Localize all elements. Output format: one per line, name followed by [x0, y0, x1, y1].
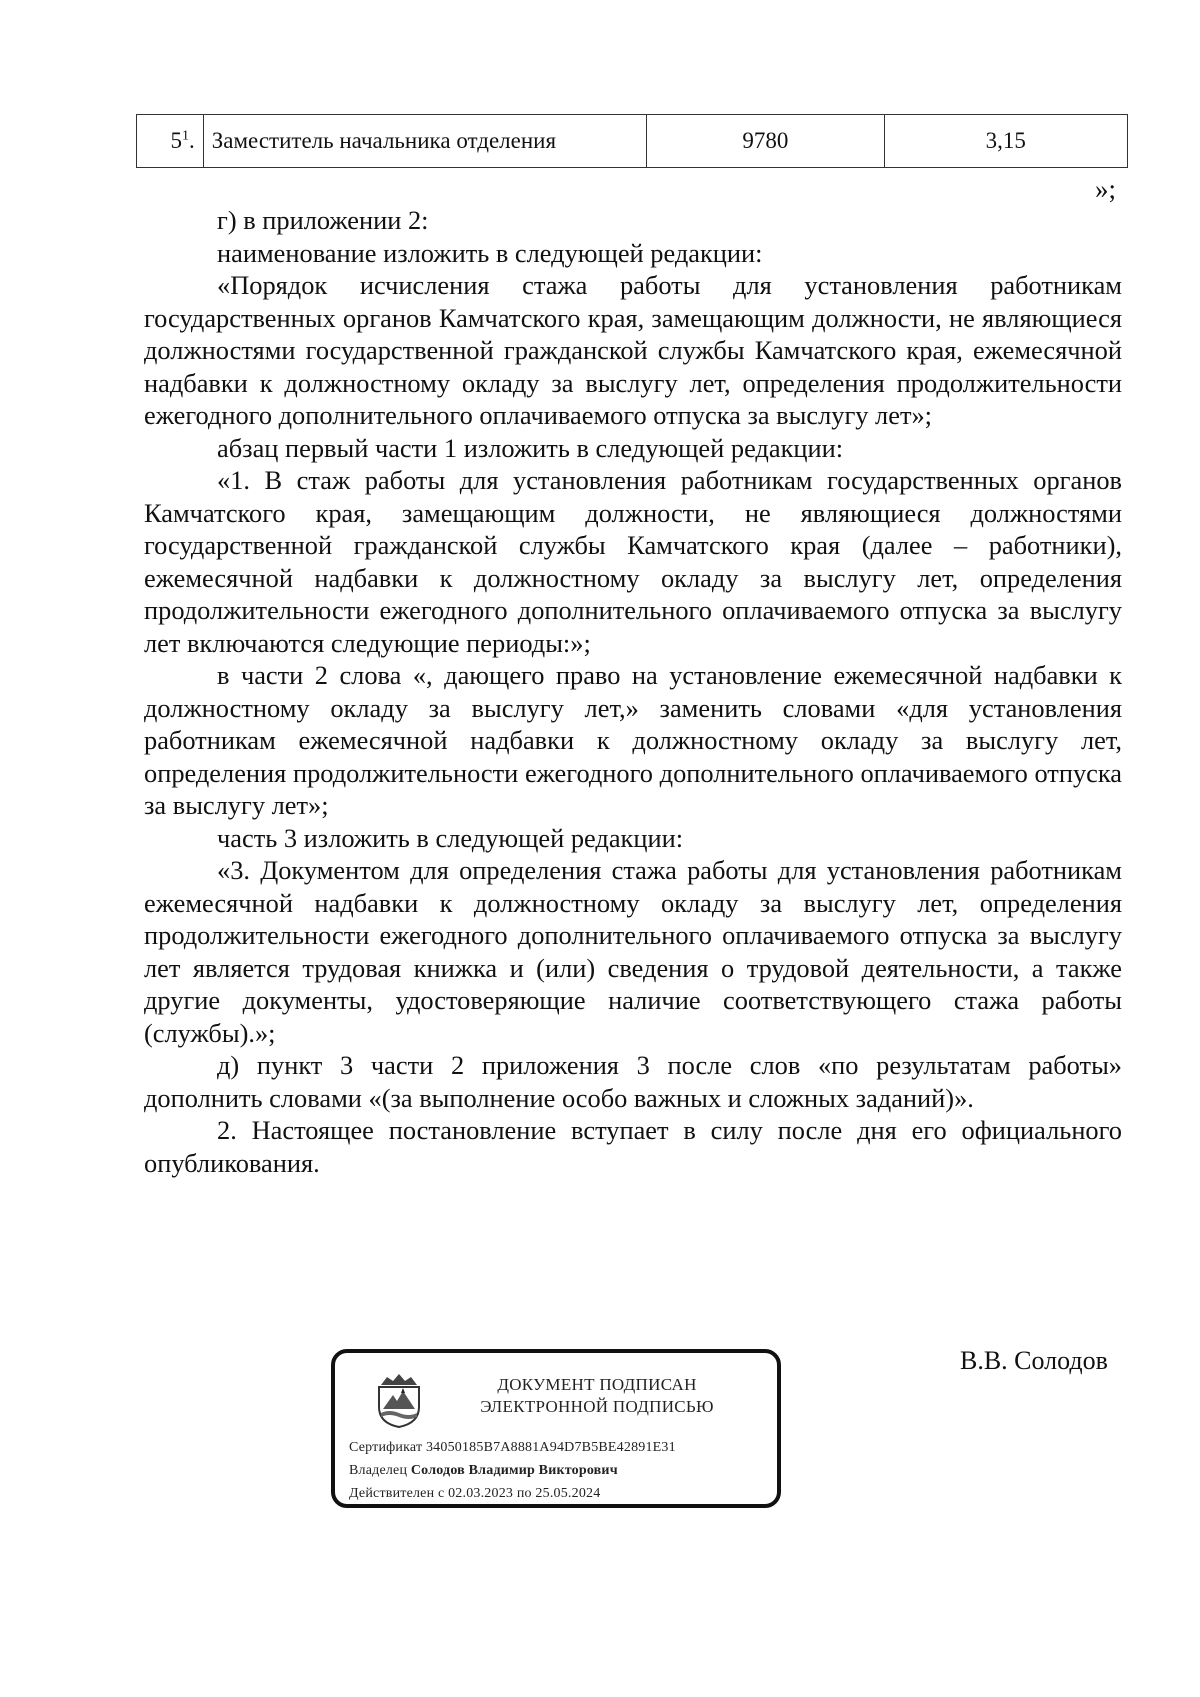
- paragraph: г) в приложении 2:: [217, 205, 429, 235]
- paragraph: «1. В стаж работы для установления работникам государственных органов Камчатского края, замещающим должности, не являющиеся должностями государственной гражданской службы Камчатского края (далее – работники), ежемесячной надбавки к должностному окладу за выслугу лет, определения продолжительности ежегодного дополнительного оплачиваемого отпуска за выслугу лет включаются следующие периоды:»;: [144, 465, 1122, 658]
- validity-to-date: 25.05.2024: [535, 1486, 601, 1501]
- validity-label-from: Действителен с: [349, 1486, 445, 1501]
- closing-quote: »;: [1095, 174, 1117, 204]
- coefficient-cell: 3,15: [884, 115, 1127, 168]
- paragraph: часть 3 изложить в следующей редакции:: [217, 822, 684, 853]
- paragraph: «Порядок исчисления стажа работы для установления работникам государственных органов Камчатского края, замещающим должности, не являющиеся должностями государственной гражданской службы Камчатского края, ежемесячной надбавки к должностному окладу за выслугу лет, определения продолжительности ежегодного дополнительного оплачиваемого отпуска за выслугу лет»;: [144, 270, 1122, 430]
- stamp-title-line2: ЭЛЕКТРОННОЙ ПОДПИСЬЮ: [480, 1397, 714, 1416]
- table-row: [137, 115, 1128, 168]
- certificate-label: Сертификат: [349, 1440, 423, 1455]
- row-number-superscript: 1: [182, 128, 190, 144]
- paragraph: в части 2 слова «, дающего право на установление ежемесячной надбавки к должностному окладу за выслугу лет,» заменить словами «для установления работникам ежемесячной надбавки к должностному окладу за выслугу лет, определения продолжительности ежегодного дополнительного оплачиваемого отпуска за выслугу лет»;: [144, 660, 1122, 820]
- row-number: 5: [170, 128, 183, 153]
- validity-label-to: по: [516, 1486, 532, 1501]
- certificate-value: 34050185B7A8881A94D7B5BE42891E31: [425, 1440, 676, 1455]
- paragraph: 2. Настоящее постановление вступает в силу после дня его официального опубликования.: [144, 1115, 1122, 1178]
- validity-from-date: 02.03.2023: [448, 1486, 514, 1501]
- signer-name: В.В. Солодов: [960, 1346, 1108, 1375]
- row-number-suffix: .: [189, 128, 195, 153]
- paragraph: наименование изложить в следующей редакции:: [217, 237, 763, 268]
- owner-label: Владелец: [349, 1463, 408, 1478]
- owner-value: Солодов Владимир Викторович: [410, 1463, 618, 1478]
- paragraph: «3. Документом для определения стажа работы для установления работникам ежемесячной надбавки к должностному окладу за выслугу лет, определения продолжительности ежегодного дополнительного оплачиваемого отпуска за выслугу лет является трудовая книжка и (или) сведения о трудовой деятельности, а также другие документы, удостоверяющие наличие соответствующего стажа работы (службы).»;: [144, 855, 1122, 1048]
- owner-line: [349, 1463, 618, 1479]
- validity-line: [349, 1486, 600, 1502]
- row-number-cell: [137, 115, 204, 168]
- position-cell: Заместитель начальника отделения: [203, 115, 646, 168]
- paragraph: д) пункт 3 части 2 приложения 3 после слов «по результатам работы» дополнить словами «(за выполнение особо важных и сложных заданий)».: [144, 1050, 1122, 1113]
- document-body: [144, 204, 1122, 1179]
- electronic-signature-stamp: [331, 1349, 781, 1508]
- amendment-table: [136, 114, 1128, 168]
- stamp-title-line1: ДОКУМЕНТ ПОДПИСАН: [497, 1375, 697, 1394]
- salary-cell: 9780: [647, 115, 884, 168]
- kamchatka-coat-of-arms-icon: [371, 1371, 427, 1429]
- paragraph: абзац первый части 1 изложить в следующей редакции:: [217, 432, 844, 463]
- certificate-line: [349, 1440, 676, 1456]
